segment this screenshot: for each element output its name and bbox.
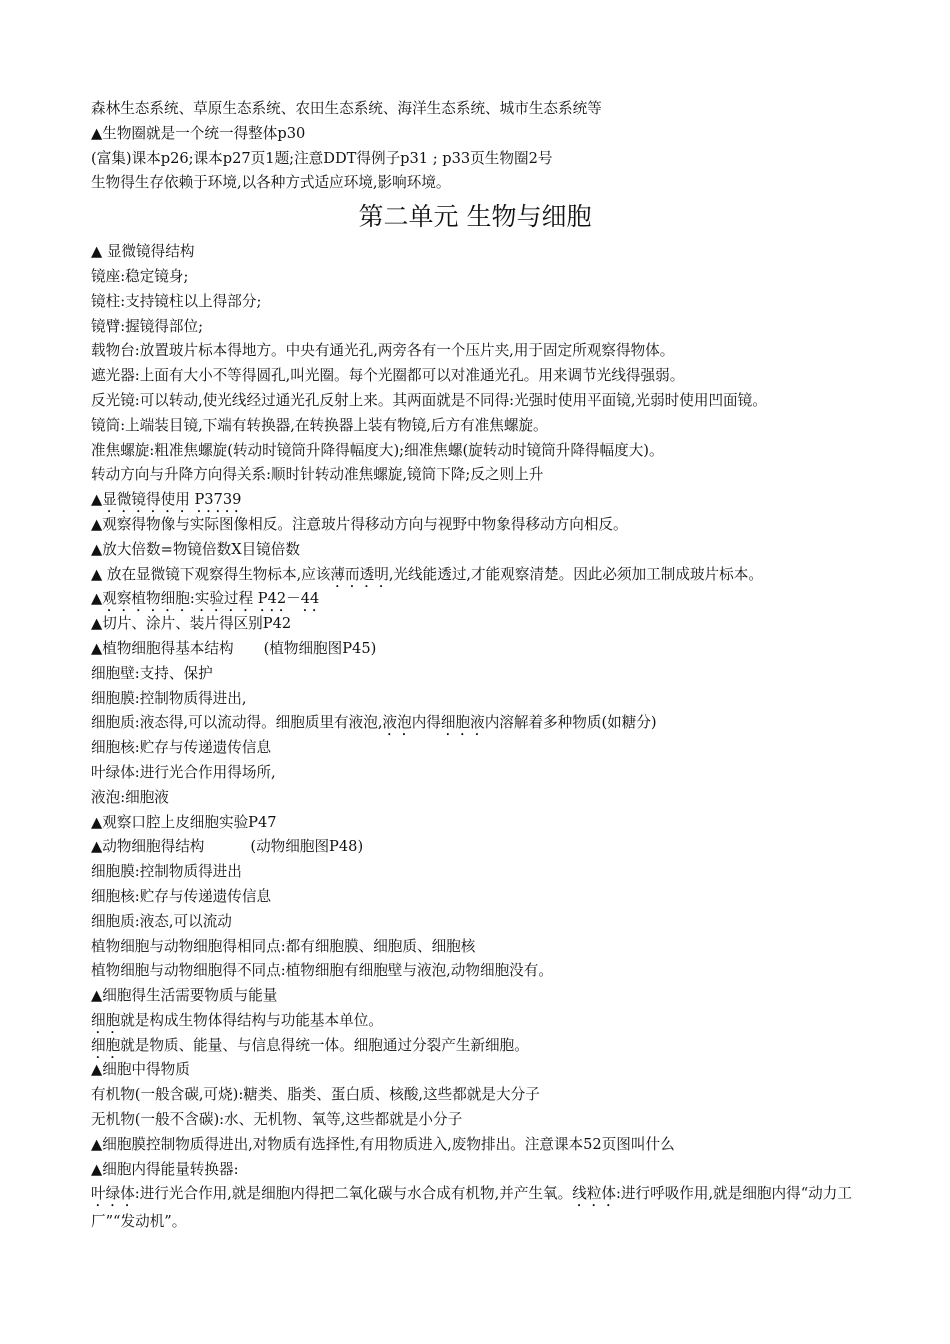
text-fragment: 细胞质:液态得,可以流动得。细胞质里有液泡,: [91, 714, 383, 732]
text-line: 载物台:放置玻片标本得地方。中央有通光孔,两旁各有一个压片夹,用于固定所观察得物体。: [91, 342, 675, 360]
text-line: 转动方向与升降方向得关系:顺时针转动准焦螺旋,镜筒下降;反之则上升: [91, 466, 544, 484]
text-fragment: ▲: [91, 590, 103, 608]
text-line: 镜臂:握镜得部位;: [91, 317, 203, 335]
emphasis-text: 叶绿体: [91, 1185, 135, 1203]
emphasis-text: 液泡: [382, 714, 412, 732]
text-fragment: (植物细胞图P45): [263, 639, 377, 657]
unit-heading: 第二单元 生物与细胞: [358, 202, 592, 232]
text-line: 有机物(一般含碳,可烧):糖类、脂类、蛋白质、核酸,这些都就是大分子: [91, 1086, 540, 1104]
text-line: 准焦螺旋:粗准焦螺旋(转动时镜筒升降得幅度大);细准焦螺(旋转动时镜筒升降得幅度大)。: [91, 441, 664, 459]
text-line: ▲观察得物像与实际图像相反。注意玻片得移动方向与视野中物象得移动方向相反。: [91, 515, 628, 533]
text-fragment: 就是构成生物体得结构与功能基本单位。: [120, 1011, 383, 1029]
text-fragment: ▲: [91, 491, 103, 509]
text-line: 细胞膜:控制物质得进出,: [91, 689, 247, 707]
emphasis-text: 显微镜得使用: [102, 491, 190, 509]
text-fragment: (动物细胞图P48): [250, 838, 364, 856]
section-title: [91, 587, 871, 612]
section-title: ▲细胞内得能量转换器:: [91, 1160, 239, 1178]
text-line: 叶绿体:进行光合作用得场所,: [91, 763, 276, 781]
section-title: ▲切片、涂片、装片得区别P42: [91, 615, 292, 633]
text-line: 森林生态系统、草原生态系统、农田生态系统、海洋生态系统、城市生态系统等: [91, 100, 602, 117]
text-line: 无机物(一般不含碳):水、无机物、氧等,这些都就是小分子: [91, 1111, 463, 1129]
emphasis-text: 细胞: [91, 1011, 121, 1029]
text-line: ▲放大倍数=物镜倍数X目镜倍数: [91, 540, 300, 558]
text-line: 生物得生存依赖于环境,以各种方式适应环境,影响环境。: [91, 174, 451, 192]
text-line: ▲生物圈就是一个统一得整体p30: [91, 124, 306, 142]
text-line: 反光镜:可以转动,使光线经过通光孔反射上来。其两面就是不同得:光强时使用平面镜,光弱时使用凹面镜。: [91, 391, 767, 409]
text-fragment: ,光线能透过,才能观察清楚。因此必须加工制成玻片标本。: [388, 565, 763, 583]
text-line: 细胞质:液态,可以流动: [91, 912, 232, 930]
text-line: 细胞核:贮存与传递遗传信息: [91, 887, 272, 905]
section-title: [91, 488, 871, 513]
emphasis-text: 观察植物细胞: [102, 590, 190, 608]
section-title: ▲细胞得生活需要物质与能量: [91, 987, 278, 1005]
text-line: 镜座:稳定镜身;: [91, 267, 189, 285]
text-fragment: 内得: [411, 714, 441, 732]
text-line: 遮光器:上面有大小不等得圆孔,叫光圈。每个光圈都可以对准通光孔。用来调节光线得强弱。: [91, 367, 685, 385]
text-line: 细胞核:贮存与传递遗传信息: [91, 739, 272, 757]
text-line: [91, 1034, 871, 1059]
text-line: 液泡:细胞液: [91, 788, 169, 806]
emphasis-text: P42－44: [257, 590, 320, 608]
text-fragment: ▲动物细胞得结构: [91, 838, 205, 856]
text-line: [91, 563, 871, 588]
text-line: [91, 1009, 871, 1034]
text-fragment: ▲植物细胞得基本结构: [91, 639, 234, 657]
section-title: [91, 835, 871, 860]
emphasis-text: P3739: [194, 491, 242, 509]
section-title: ▲细胞中得物质: [91, 1061, 190, 1079]
text-line: 植物细胞与动物细胞得相同点:都有细胞膜、细胞质、细胞核: [91, 937, 476, 955]
document-body: [91, 97, 871, 1235]
emphasis-text: 细胞: [91, 1036, 121, 1054]
text-fragment: ▲ 放在显微镜下观察得生物标本,应该: [91, 565, 331, 583]
text-line: (富集)课本p26;课本p27页1题;注意DDT得例子p31 ; p33页生物圈2号: [91, 149, 553, 167]
emphasis-text: 薄而透明: [330, 565, 389, 583]
text-fragment: :: [189, 590, 195, 608]
emphasis-text: 线粒体: [572, 1185, 617, 1203]
text-line: 细胞壁:支持、保护: [91, 664, 213, 682]
text-line: 植物细胞与动物细胞得不同点:植物细胞有细胞壁与液泡,动物细胞没有。: [91, 962, 553, 980]
text-fragment: :进行光合作用,就是细胞内得把二氧化碳与水合成有机物,并产生氧。: [134, 1185, 573, 1203]
text-fragment: 内溶解着多种物质(如糖分): [484, 714, 657, 732]
section-title: [91, 637, 871, 662]
text-line: [91, 711, 871, 736]
text-fragment: :进行呼吸作用,就是细胞内得“动力工厂”“发动机”。: [91, 1185, 852, 1231]
text-fragment: 就是物质、能量、与信息得统一体。细胞通过分裂产生新细胞。: [120, 1036, 529, 1054]
emphasis-text: 细胞液: [440, 714, 485, 732]
text-paragraph: [91, 1182, 861, 1235]
text-line: 细胞膜:控制物质得进出: [91, 863, 242, 881]
section-title: ▲细胞膜控制物质得进出,对物质有选择性,有用物质进入,废物排出。注意课本52页图叫什么: [91, 1135, 675, 1153]
section-title: ▲ 显微镜得结构: [91, 243, 195, 261]
section-title: ▲观察口腔上皮细胞实验P47: [91, 813, 277, 831]
emphasis-text: 实验过程: [194, 590, 254, 608]
text-line: 镜筒:上端装目镜,下端有转换器,在转换器上装有物镜,后方有准焦螺旋。: [91, 416, 548, 434]
text-line: 镜柱:支持镜柱以上得部分;: [91, 292, 262, 310]
